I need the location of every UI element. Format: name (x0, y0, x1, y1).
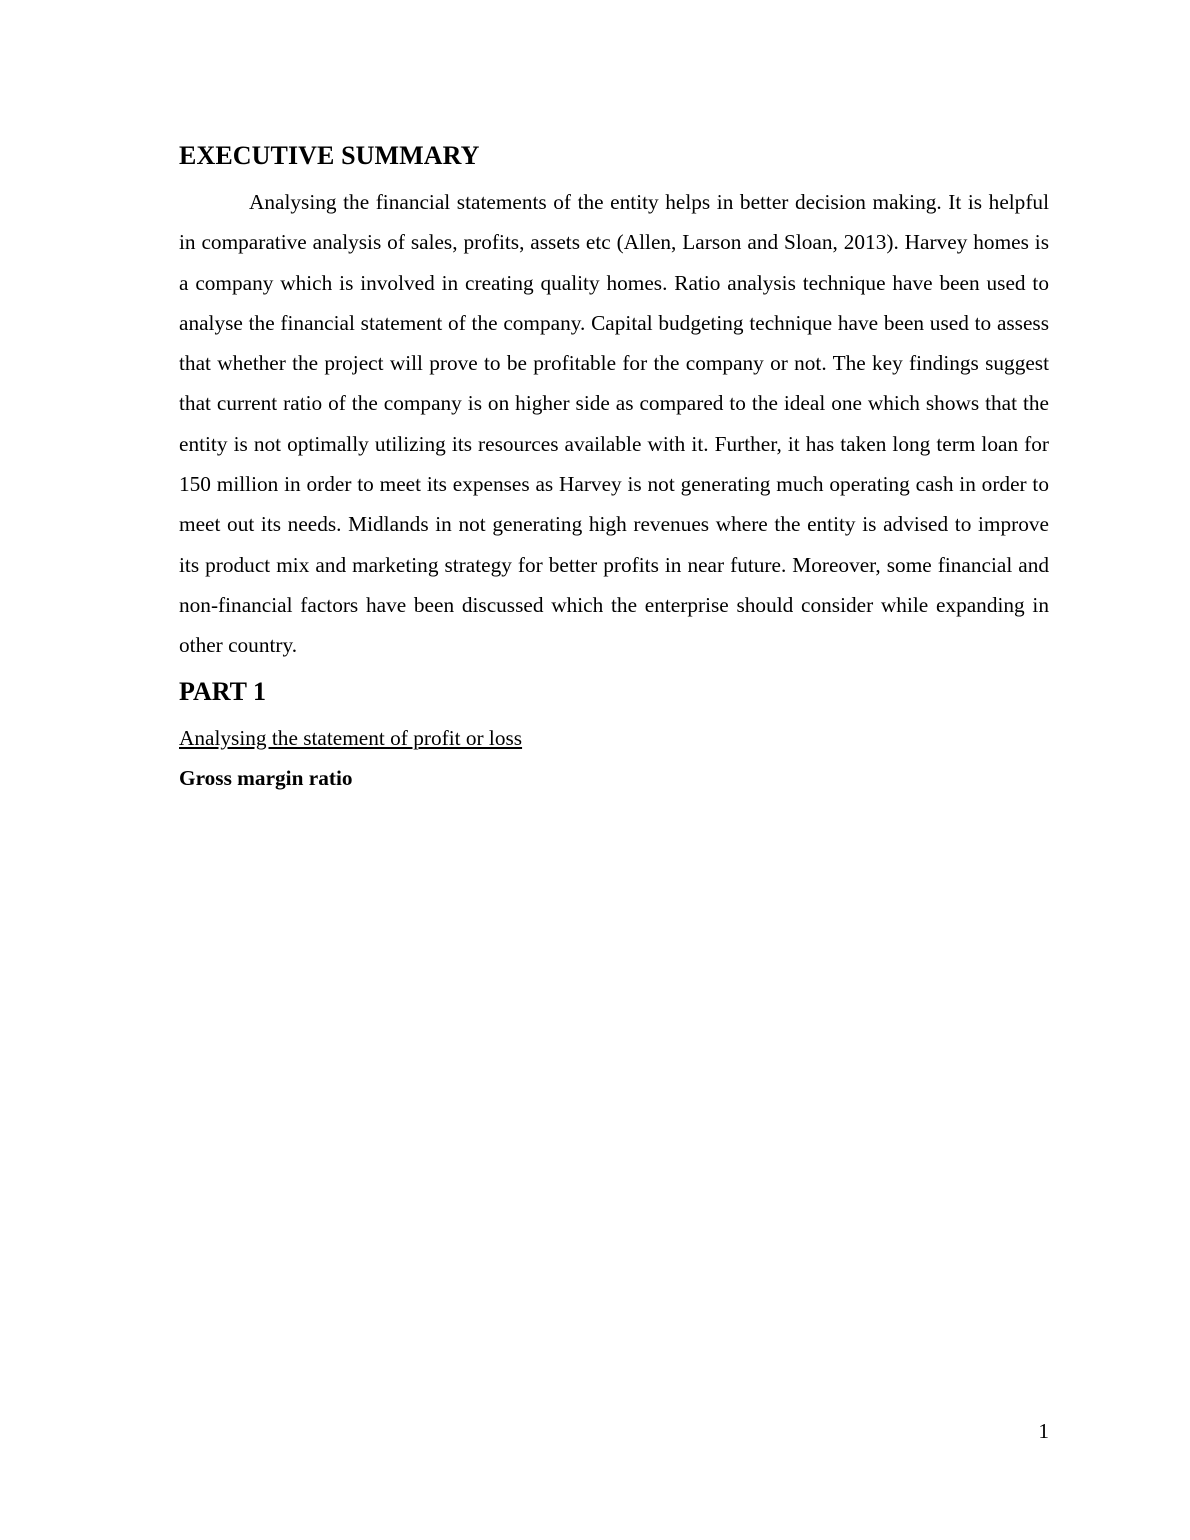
subsection-heading: Gross margin ratio (179, 765, 353, 790)
section-heading: Analysing the statement of profit or loss (179, 725, 523, 750)
page-number: 1 (1038, 1419, 1049, 1443)
page-content (179, 138, 1049, 794)
part-heading: PART 1 (179, 676, 266, 706)
executive-summary-paragraph: Analysing the financial statements of the entity helps in better decision making. It is helpful in comparative analysis of sales, profits, assets etc (Allen, Larson and Sloan, 2013). Harvey homes is a company which is involved in creating quality homes. Ratio analysis technique have been used to analyse the financial statement of the company. Capital budgeting technique have been used to assess that whether the project will prove to be profitable for the company or not. The key findings suggest that current ratio of the company is on higher side as compared to the ideal one which shows that the entity is not optimally utilizing its resources available with it. Further, it has taken long term loan for 150 million in order to meet its expenses as Harvey is not generating much operating cash in order to meet out its needs. Midlands in not generating high revenues where the entity is advised to improve its product mix and marketing strategy for better profits in near future. Moreover, some financial and non-financial factors have been discussed which the enterprise should consider while expanding in other country. (179, 190, 1049, 658)
executive-summary-heading: EXECUTIVE SUMMARY (179, 141, 480, 170)
